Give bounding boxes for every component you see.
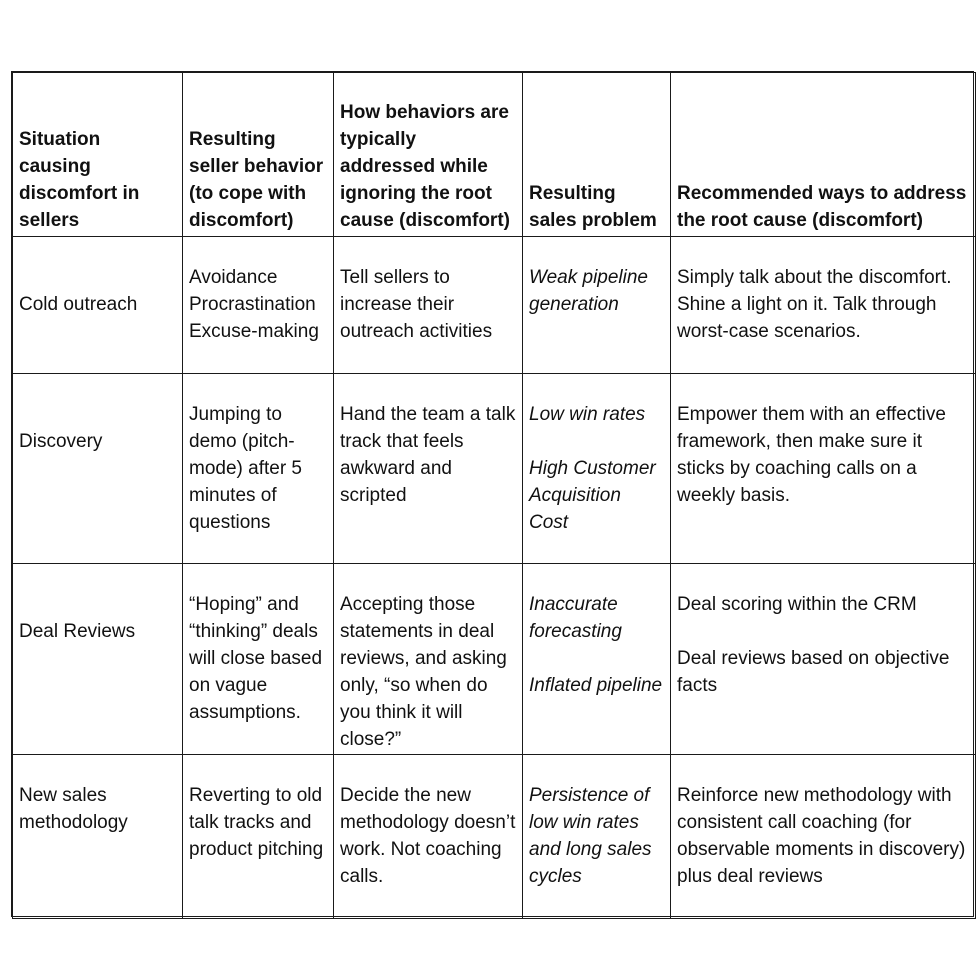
table-row xyxy=(13,237,976,374)
recommended-cell xyxy=(671,755,976,919)
problem-cell xyxy=(523,755,671,919)
behavior-line: Avoidance xyxy=(189,267,278,288)
addressed-cell xyxy=(334,237,523,374)
situation-text: Discovery xyxy=(19,431,103,452)
behavior-line: Procrastination xyxy=(189,294,316,315)
discomfort-table xyxy=(12,72,976,919)
addressed-cell xyxy=(334,564,523,755)
behavior-line: Reverting to old talk tracks and product pitching xyxy=(189,785,328,860)
header-typical-addressing: How behaviors are typically addressed while ignoring the root cause (discomfort) xyxy=(334,73,523,237)
problem-line: Inflated pipeline xyxy=(529,675,663,696)
addressed-cell xyxy=(334,374,523,564)
behavior-cell xyxy=(183,564,334,755)
behavior-line: Excuse-making xyxy=(189,321,319,342)
problem-spacer xyxy=(529,428,664,455)
situation-text: Cold outreach xyxy=(19,294,138,315)
behavior-cell xyxy=(183,755,334,919)
recommended-line: Reinforce new methodology with consistent call coaching (for observable moments in discovery) plus deal reviews xyxy=(677,785,971,887)
behavior-line: “Hoping” and “thinking” deals will close based on vague assumptions. xyxy=(189,594,328,723)
table-row xyxy=(13,564,976,755)
situation-text: New sales methodology xyxy=(19,785,128,833)
header-situation: Situation causing discomfort in sellers xyxy=(13,73,183,237)
table-row xyxy=(13,755,976,919)
recommended-spacer xyxy=(677,618,969,645)
problem-line: Persistence of low win rates and long sales cycles xyxy=(529,785,657,887)
addressed-cell xyxy=(334,755,523,919)
recommended-line: Empower them with an effective framework, then make sure it sticks by coaching calls on a weekly basis. xyxy=(677,404,952,506)
recommended-cell xyxy=(671,564,976,755)
behavior-cell xyxy=(183,374,334,564)
discomfort-table-frame xyxy=(11,71,974,917)
header-seller-behavior: Resulting seller behavior (to cope with discomfort) xyxy=(183,73,334,237)
recommended-cell xyxy=(671,237,976,374)
addressed-text: Decide the new methodology doesn’t work. Not coaching calls. xyxy=(340,785,516,887)
behavior-line: Jumping to demo (pitch-mode) after 5 minutes of questions xyxy=(189,404,308,533)
situation-cell xyxy=(13,564,183,755)
recommended-cell xyxy=(671,374,976,564)
situation-cell xyxy=(13,374,183,564)
addressed-text: Accepting those statements in deal reviews, and asking only, “so when do you think it will close?” xyxy=(340,594,507,750)
header-recommended: Recommended ways to address the root cause (discomfort) xyxy=(671,73,976,237)
problem-spacer xyxy=(529,645,664,672)
problem-line: High Customer Acquisition Cost xyxy=(529,458,661,533)
problem-cell xyxy=(523,237,671,374)
addressed-text: Tell sellers to increase their outreach activities xyxy=(340,267,493,342)
problem-line: Weak pipeline generation xyxy=(529,267,654,315)
problem-cell xyxy=(523,374,671,564)
situation-text: Deal Reviews xyxy=(19,621,136,642)
situation-cell xyxy=(13,755,183,919)
header-sales-problem: Resulting sales problem xyxy=(523,73,671,237)
problem-line: Inaccurate forecasting xyxy=(529,594,624,642)
table-row xyxy=(13,374,976,564)
situation-cell xyxy=(13,237,183,374)
addressed-text: Hand the team a talk track that feels awkward and scripted xyxy=(340,404,516,506)
recommended-line: Simply talk about the discomfort. Shine a light on it. Talk through worst-case scenarios. xyxy=(677,267,957,342)
recommended-line: Deal scoring within the CRM xyxy=(677,594,917,615)
recommended-line: Deal reviews based on objective facts xyxy=(677,648,955,696)
behavior-cell xyxy=(183,237,334,374)
problem-cell xyxy=(523,564,671,755)
problem-line: Low win rates xyxy=(529,404,646,425)
header-row xyxy=(13,73,976,237)
